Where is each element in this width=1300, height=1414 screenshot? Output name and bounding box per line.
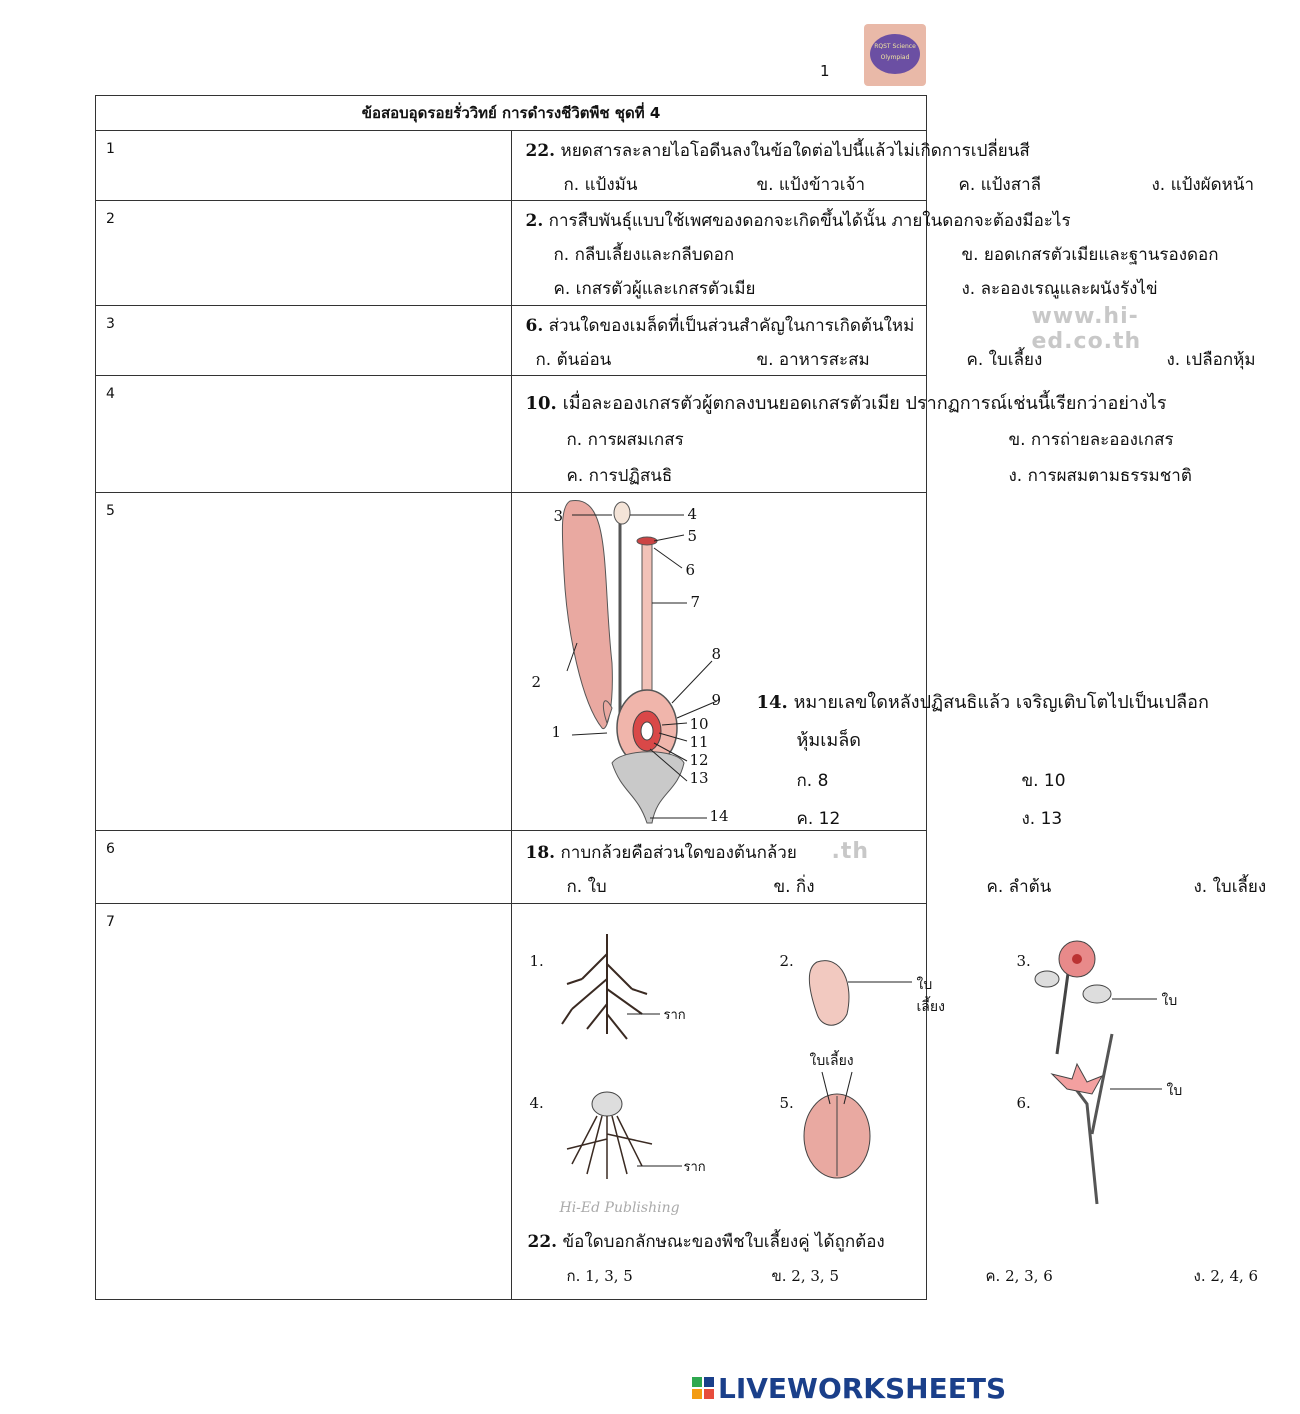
question-text: 22. ข้อใดบอกลักษณะของพืชใบเลี้ยงคู่ ได้ถูกต้อง	[527, 1232, 885, 1252]
row-number: 1	[96, 131, 512, 201]
row-number: 2	[96, 201, 512, 306]
option-a[interactable]: ก. การผสมเกสร	[566, 430, 684, 450]
watermark-text: www.hi-ed.co.th	[1031, 304, 1142, 354]
option-b[interactable]: ข. อาหารสะสม	[756, 350, 870, 370]
diagram-label: 10	[689, 715, 709, 733]
option-d[interactable]: ง. เปลือกหุ้ม	[1166, 350, 1256, 370]
anther-shape	[614, 502, 630, 524]
question-row	[96, 131, 927, 201]
figure-label: ใบเลี้ยง	[809, 1053, 854, 1069]
monocot-seed-figure	[809, 961, 849, 1026]
diagram-label: 3	[553, 507, 564, 525]
option-a[interactable]: ก. 1, 3, 5	[566, 1267, 633, 1285]
diagram-label: 14	[709, 807, 729, 825]
figure-label: ใบ	[1166, 1083, 1183, 1099]
watermark-text: .th	[831, 839, 870, 864]
option-a[interactable]: ก. กลีบเลี้ยงและกลีบดอก	[553, 245, 735, 265]
option-a[interactable]: ก. ใบ	[566, 877, 607, 897]
figure-number: 4.	[529, 1094, 544, 1112]
option-b[interactable]: ข. 2, 3, 5	[771, 1267, 839, 1285]
footer-brand[interactable]: LIVEWORKSHEETS	[718, 1372, 1007, 1405]
question-text: 22. หยดสารละลายไอโอดีนลงในข้อใดต่อไปนี้แล้วไม่เกิดการเปลี่ยนสี	[525, 141, 1030, 161]
figure-number: 1.	[529, 952, 544, 970]
taproot-figure	[562, 934, 647, 1039]
publisher-watermark: Hi-Ed Publishing	[559, 1200, 680, 1216]
option-d[interactable]: ง. 13	[1021, 809, 1063, 829]
option-a[interactable]: ก. ต้นอ่อน	[535, 350, 612, 370]
figure-number: 5.	[779, 1094, 794, 1112]
diagram-label: 2	[531, 673, 542, 691]
option-c[interactable]: ค. เกสรตัวผู้และเกสรตัวเมีย	[553, 279, 756, 299]
figure-label: ใบเลี้ยง	[916, 977, 945, 1015]
question-row	[96, 904, 927, 1300]
option-b[interactable]: ข. การถ่ายละอองเกสร	[1008, 430, 1174, 450]
diagram-label: 7	[690, 593, 701, 611]
row-number: 4	[96, 376, 512, 493]
diagram-label: 11	[689, 733, 709, 751]
option-d[interactable]: ง. แป้งผัดหน้า	[1151, 175, 1255, 195]
logo-text: RQST Science Olympiad	[870, 34, 920, 74]
option-c[interactable]: ค. แป้งสาลี	[958, 175, 1042, 195]
diagram-label: 5	[687, 527, 698, 545]
figure-number: 6.	[1016, 1094, 1031, 1112]
petal-shape	[562, 500, 612, 728]
diagram-label: 9	[711, 691, 722, 709]
diagram-label: 8	[711, 645, 722, 663]
liveworksheets-icon	[692, 1377, 714, 1399]
option-d[interactable]: ง. การผสมตามธรรมชาติ	[1008, 466, 1192, 486]
row-number: 7	[96, 904, 512, 1300]
option-b[interactable]: ข. กิ่ง	[773, 877, 815, 897]
question-text-cont: หุ้มเมล็ด	[796, 730, 861, 751]
figure-label: ใบ	[1161, 993, 1178, 1009]
option-b[interactable]: ข. ยอดเกสรตัวเมียและฐานรองดอก	[961, 245, 1219, 265]
option-c[interactable]: ค. ลำต้น	[986, 877, 1052, 897]
style-shape	[642, 541, 652, 701]
figure-number: 3.	[1016, 952, 1031, 970]
exam-table	[95, 95, 1267, 1300]
row-number: 3	[96, 306, 512, 376]
option-a[interactable]: ก. 8	[796, 771, 829, 791]
option-c[interactable]: ค. การปฏิสนธิ	[566, 466, 673, 486]
diagram-label: 1	[551, 723, 562, 741]
option-d[interactable]: ง. 2, 4, 6	[1193, 1267, 1259, 1285]
page-number: 1	[820, 62, 830, 80]
row-number: 5	[96, 493, 512, 831]
dicot-seed-figure	[804, 1072, 870, 1178]
diagram-label: 13	[689, 769, 709, 787]
dicot-flower-figure	[1035, 941, 1111, 1054]
option-c[interactable]: ค. ใบเลี้ยง	[966, 350, 1043, 370]
question-text: 18. กาบกล้วยคือส่วนใดของต้นกล้วย	[525, 843, 797, 863]
diagram-label: 4	[687, 505, 698, 523]
question-row	[96, 493, 927, 831]
exam-title: ข้อสอบอุดรอยรั่ววิทย์ การดำรงชีวิตพืช ชุดที่ 4	[96, 96, 927, 131]
question-text: 2. การสืบพันธุ์แบบใช้เพศของดอกจะเกิดขึ้นได้นั้น ภายในดอกจะต้องมีอะไร	[525, 211, 1071, 231]
monocot-flower-figure	[1052, 1034, 1112, 1204]
plant-figures	[512, 904, 1300, 1224]
question-row	[96, 306, 927, 376]
row-number: 6	[96, 831, 512, 904]
question-text: 14. หมายเลขใดหลังปฏิสนธิแล้ว เจริญเติบโตไปเป็นเปลือก	[756, 692, 1209, 713]
figure-label: ราก	[663, 1008, 686, 1023]
figure-label: ราก	[683, 1160, 706, 1175]
option-d[interactable]: ง. ใบเลี้ยง	[1193, 877, 1267, 897]
figure-number: 2.	[779, 952, 794, 970]
receptacle-shape	[612, 752, 684, 823]
diagram-label: 12	[689, 751, 709, 769]
question-row	[96, 831, 927, 904]
option-b[interactable]: ข. 10	[1021, 771, 1066, 791]
logo	[864, 24, 926, 86]
diagram-label: 6	[685, 561, 696, 579]
option-a[interactable]: ก. แป้งมัน	[563, 175, 638, 195]
option-d[interactable]: ง. ละอองเรณูและผนังรังไข่	[961, 279, 1158, 299]
question-text: 6. ส่วนใดของเมล็ดที่เป็นส่วนสำคัญในการเกิดต้นใหม่	[525, 316, 915, 336]
question-text: 10. เมื่อละอองเกสรตัวผู้ตกลงบนยอดเกสรตัวเมีย ปรากฏการณ์เช่นนี้เรียกว่าอย่างไร	[525, 393, 1167, 414]
option-b[interactable]: ข. แป้งข้าวเจ้า	[756, 175, 866, 195]
option-c[interactable]: ค. 2, 3, 6	[985, 1267, 1053, 1285]
option-c[interactable]: ค. 12	[796, 809, 841, 829]
question-row	[96, 376, 927, 493]
question-row	[96, 201, 927, 306]
